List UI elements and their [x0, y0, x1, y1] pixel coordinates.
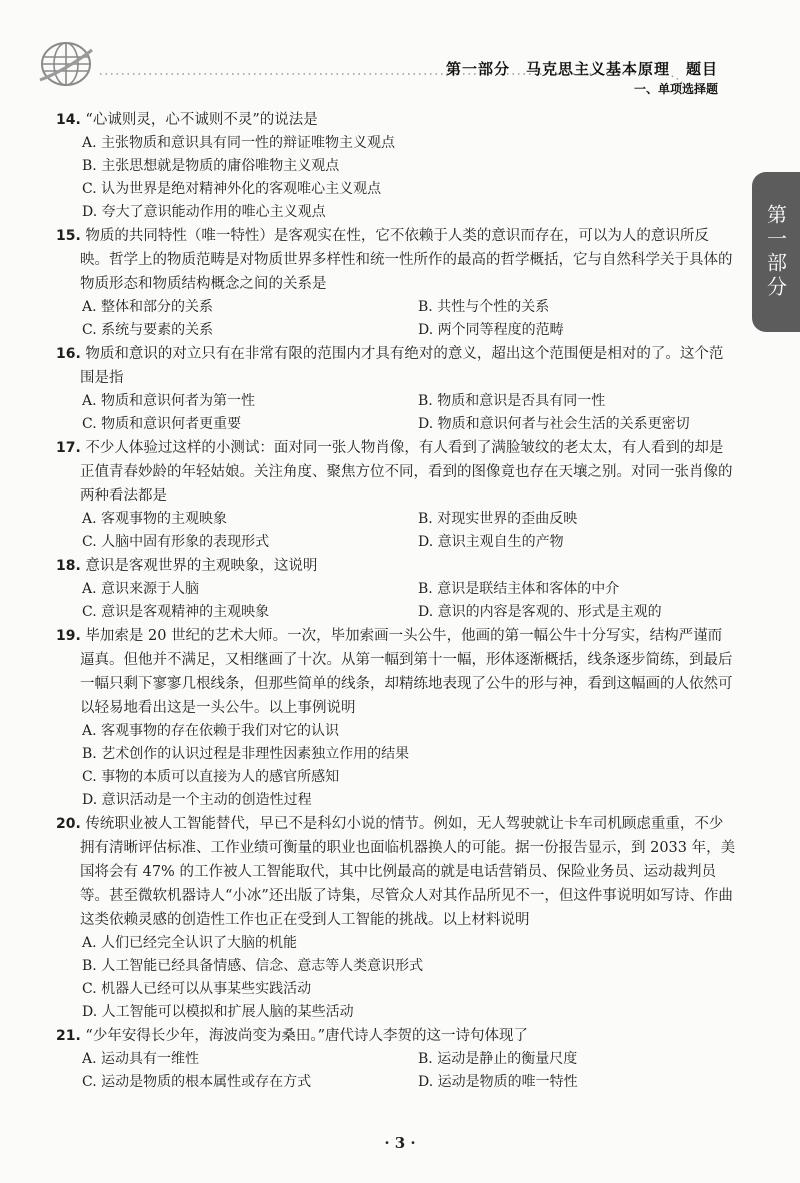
question-14	[56, 108, 736, 224]
option-c: C. 系统与要素的关系	[82, 322, 214, 338]
option-a: A. 客观事物的存在依赖于我们对它的认识	[82, 723, 340, 739]
header-title: 第一部分 马克思主义基本原理 题目	[445, 60, 718, 78]
option-c: C. 运动是物质的根本属性或存在方式	[82, 1074, 312, 1090]
question-21	[56, 1024, 736, 1094]
option-b: B. 共性与个性的关系	[418, 299, 550, 315]
option-a: A. 物质和意识何者为第一性	[82, 393, 256, 409]
question-stem: 物质的共同特性（唯一特性）是客观实在性，它不依赖于人类的意识而存在，可以为人的意识所反映。哲学上的物质范畴是对物质世界多样性和统一性所作的最高的哲学概括，它与自然科学关于具体的物质形态和物质结构概念之间的关系是	[80, 228, 733, 292]
option-d: D. 人工智能可以模拟和扩展人脑的某些活动	[82, 1004, 354, 1020]
option-b: B. 艺术创作的认识过程是非理性因素独立作用的结果	[82, 746, 410, 762]
globe-icon	[38, 40, 94, 88]
page-number: · 3 ·	[384, 1134, 416, 1152]
option-b: B. 物质和意识是否具有同一性	[418, 393, 606, 409]
question-number: 18.	[56, 558, 81, 574]
option-b: B. 人工智能已经具备情感、信念、意志等人类意识形式	[82, 958, 424, 974]
option-a: A. 主张物质和意识具有同一性的辩证唯物主义观点	[82, 135, 396, 151]
question-list	[56, 108, 736, 1094]
question-stem: 不少人体验过这样的小测试：面对同一张人物肖像，有人看到了满脸皱纹的老太太，有人看到的却是正值青春妙龄的年轻姑娘。关注角度、聚焦方位不同，看到的图像竟也存在天壤之别。对同一张肖像的两种看法都是	[80, 440, 733, 504]
option-c: C. 人脑中固有形象的表现形式	[82, 534, 270, 550]
question-number: 19.	[56, 628, 81, 644]
question-stem: 传统职业被人工智能替代，早已不是科幻小说的情节。例如，无人驾驶就让卡车司机顾虑重重，不少拥有清晰评估标准、工作业绩可衡量的职业也面临机器换人的可能。据一份报告显示，到 2033 年，美国将会有 47% 的工作被人工智能取代，其中比例最高的就是电话营销员、保险业务员、运动裁判员等。甚至微软机器诗人“小冰”还出版了诗集，尽管众人对其作品所见不一，但这件事说明如写诗、作曲这类依赖灵感的创造性工作也正在受到人工智能的挑战。以上材料说明	[80, 816, 736, 928]
question-number: 17.	[56, 440, 81, 456]
option-b: B. 对现实世界的歪曲反映	[418, 511, 578, 527]
option-c: C. 物质和意识何者更重要	[82, 416, 242, 432]
option-d: D. 物质和意识何者与社会生活的关系更密切	[418, 416, 690, 432]
option-d: D. 夸大了意识能动作用的唯心主义观点	[82, 204, 326, 220]
option-d: D. 两个同等程度的范畴	[418, 322, 564, 338]
option-a: A. 运动具有一维性	[82, 1051, 200, 1067]
question-stem: 物质和意识的对立只有在非常有限的范围内才具有绝对的意义，超出这个范围便是相对的了。这个范围是指	[80, 346, 724, 386]
option-d: D. 意识主观自生的产物	[418, 534, 564, 550]
question-number: 20.	[56, 816, 81, 832]
option-a: A. 人们已经完全认识了大脑的机能	[82, 935, 298, 951]
side-tab-label: 第一部分	[763, 204, 788, 300]
header-subtitle: 一、单项选择题	[633, 82, 718, 96]
option-a: A. 整体和部分的关系	[82, 299, 214, 315]
question-number: 16.	[56, 346, 81, 362]
question-number: 14.	[56, 112, 81, 128]
question-stem: “少年安得长少年，海波尚变为桑田。”唐代诗人李贺的这一诗句体现了	[85, 1028, 528, 1044]
option-a: A. 意识来源于人脑	[82, 581, 200, 597]
option-d: D. 意识活动是一个主动的创造性过程	[82, 792, 312, 808]
question-17	[56, 436, 736, 554]
option-c: C. 意识是客观精神的主观映象	[82, 604, 270, 620]
question-stem: 意识是客观世界的主观映象，这说明	[85, 558, 318, 574]
question-20	[56, 812, 736, 1024]
option-b: B. 意识是联结主体和客体的中介	[418, 581, 620, 597]
question-stem: “心诚则灵，心不诚则不灵”的说法是	[85, 112, 318, 128]
question-number: 21.	[56, 1028, 81, 1044]
question-16	[56, 342, 736, 436]
question-18	[56, 554, 736, 624]
option-d: D. 意识的内容是客观的、形式是主观的	[418, 604, 662, 620]
question-number: 15.	[56, 228, 81, 244]
option-a: A. 客观事物的主观映象	[82, 511, 228, 527]
option-c: C. 机器人已经可以从事某些实践活动	[82, 981, 312, 997]
option-b: B. 主张思想就是物质的庸俗唯物主义观点	[82, 158, 340, 174]
option-b: B. 运动是静止的衡量尺度	[418, 1051, 578, 1067]
question-15	[56, 224, 736, 342]
option-c: C. 认为世界是绝对精神外化的客观唯心主义观点	[82, 181, 382, 197]
question-stem: 毕加索是 20 世纪的艺术大师。一次，毕加索画一头公牛，他画的第一幅公牛十分写实，结构严谨而逼真。但他并不满足，又相继画了十次。从第一幅到第十一幅，形体逐渐概括，线条逐步简练，到最后一幅只剩下寥寥几根线条，但那些简单的线条，却精练地表现了公牛的形与神，看到这幅画的人依然可以轻易地看出这是一头公牛。以上事例说明	[80, 628, 733, 716]
option-c: C. 事物的本质可以直接为人的感官所感知	[82, 769, 340, 785]
option-d: D. 运动是物质的唯一特性	[418, 1074, 578, 1090]
question-19	[56, 624, 736, 812]
page-header	[0, 0, 800, 100]
